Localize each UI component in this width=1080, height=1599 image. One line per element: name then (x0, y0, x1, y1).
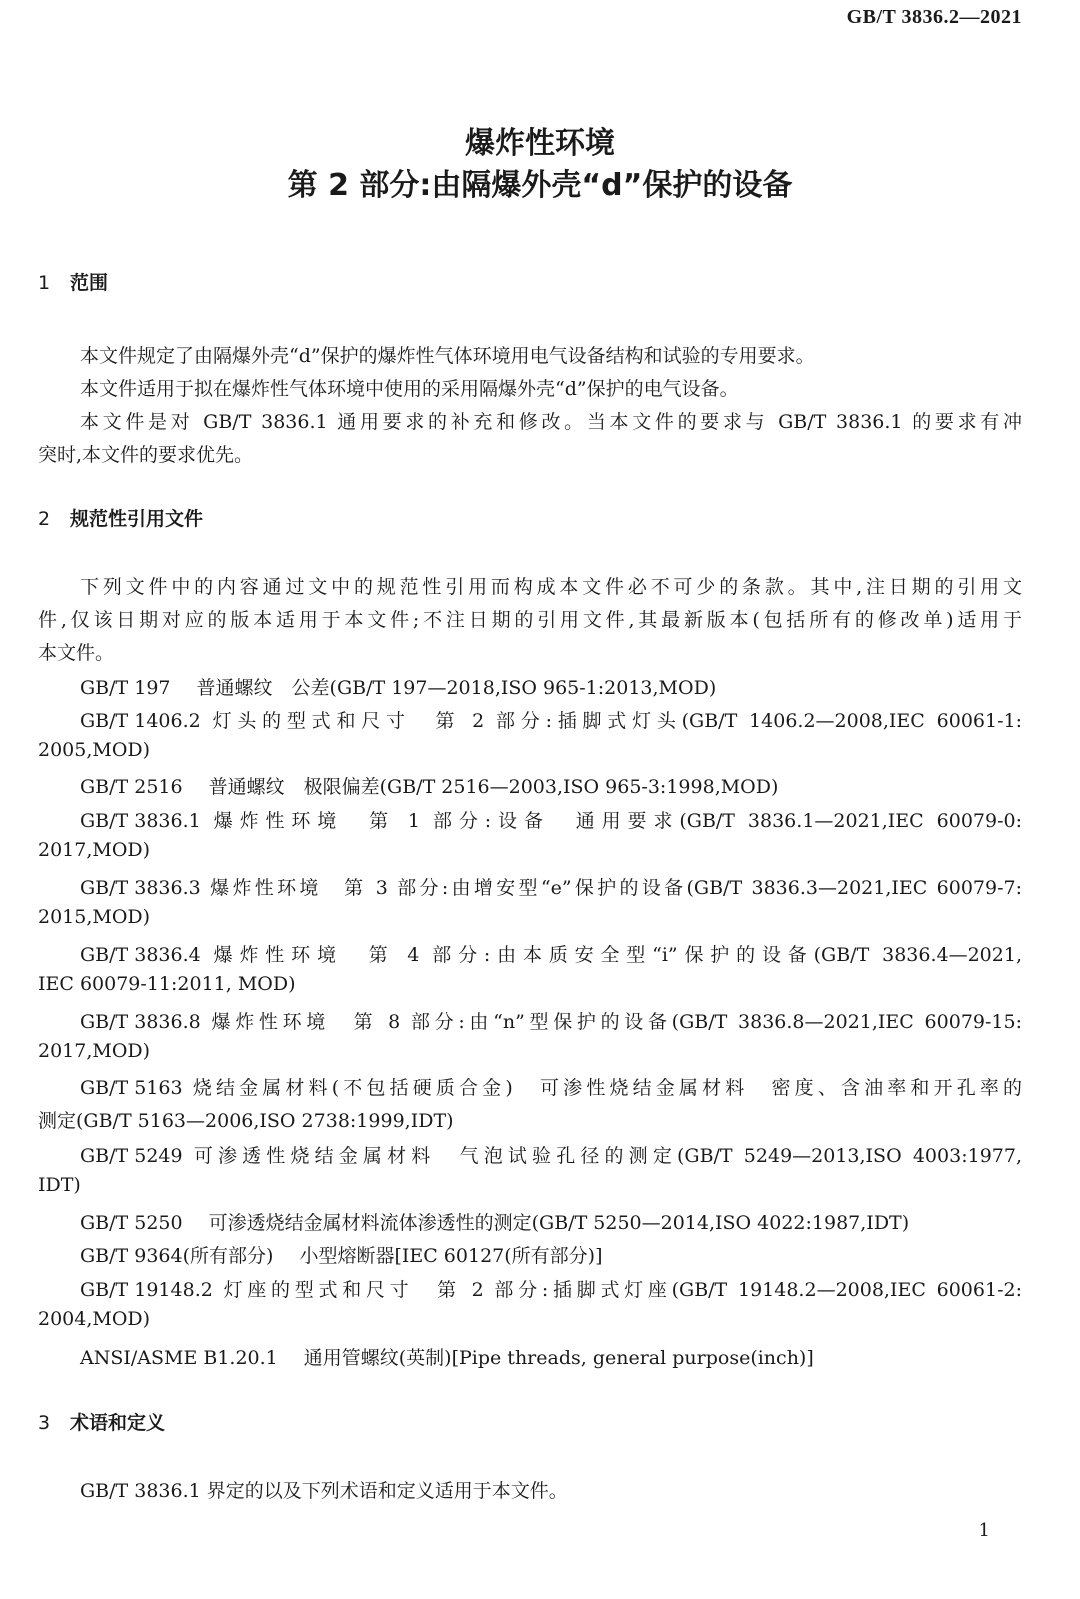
reference-entry (80, 806, 1022, 833)
reference-entry (80, 772, 1022, 799)
reference-entry (80, 1241, 1022, 1268)
reference-continuation: 2017,MOD) (38, 1040, 151, 1062)
reference-code: GB/T 5249 (80, 1145, 183, 1167)
reference-continuation: 2005,MOD) (38, 739, 151, 761)
reference-code: GB/T 3836.4 (80, 944, 201, 966)
paragraph: GB/T 3836.1 界定的以及下列术语和定义适用于本文件。 (80, 1480, 568, 1502)
section-1-heading (38, 268, 108, 295)
standard-number: GB/T 3836.2—2021 (846, 6, 1022, 28)
reference-title: 普通螺纹 极限偏差(GB/T 2516—2003,ISO 965-3:1998,MOD) (208, 776, 779, 798)
title-line-1: 爆炸性环境 (465, 126, 615, 161)
reference-title: 通用管螺纹(英制)[Pipe threads, general purpose(inch)] (303, 1347, 814, 1369)
reference-code: ANSI/ASME B1.20.1 (80, 1347, 278, 1369)
paragraph-continuation: 突时,本文件的要求优先。 (38, 444, 254, 466)
paragraph: 本文件是对 GB/T 3836.1 通用要求的补充和修改。当本文件的要求与 GB/T 3836.1 的要求有冲 (80, 411, 1022, 433)
reference-title: 小型熔断器[IEC 60127(所有部分)] (299, 1245, 603, 1267)
reference-continuation: 2004,MOD) (38, 1308, 151, 1330)
reference-entry (80, 1007, 1022, 1034)
reference-title: 普通螺纹 公差(GB/T 197—2018,ISO 965-1:2013,MOD) (196, 677, 717, 699)
reference-title: 爆炸性环境 第 4 部分:由本质安全型“i”保护的设备(GB/T 3836.4—2021, (213, 944, 1022, 966)
reference-continuation: 2017,MOD) (38, 839, 151, 861)
section-number: 1 (38, 272, 51, 294)
reference-title: 灯头的型式和尺寸 第 2 部分:插脚式灯头(GB/T 1406.2—2008,IEC 60061-1: (212, 710, 1023, 732)
reference-code: GB/T 1406.2 (80, 710, 201, 732)
section-number: 3 (38, 1412, 51, 1434)
reference-entry (80, 1208, 1022, 1235)
title-line-2: 第 2 部分:由隔爆外壳“d”保护的设备 (287, 168, 793, 203)
reference-title: 爆炸性环境 第 8 部分:由“n”型保护的设备(GB/T 3836.8—2021,IEC 60079-15: (211, 1011, 1023, 1033)
reference-code: GB/T 3836.1 (80, 810, 201, 832)
reference-continuation: 2015,MOD) (38, 906, 151, 928)
reference-title: 爆炸性环境 第 3 部分:由增安型“e”保护的设备(GB/T 3836.3—2021,IEC 60079-7: (210, 877, 1022, 899)
reference-title: 可渗透烧结金属材料流体渗透性的测定(GB/T 5250—2014,ISO 4022:1987,IDT) (208, 1212, 910, 1234)
reference-title: 可渗透性烧结金属材料 气泡试验孔径的测定(GB/T 5249—2013,ISO 4003:1977, (193, 1145, 1022, 1167)
paragraph: 本文件规定了由隔爆外壳“d”保护的爆炸性气体环境用电气设备结构和试验的专用要求。 (80, 345, 815, 367)
section-title: 范围 (70, 272, 109, 294)
reference-entry (80, 706, 1022, 733)
reference-code: GB/T 5250 (80, 1212, 183, 1234)
reference-code: GB/T 3836.8 (80, 1011, 201, 1033)
reference-title: 烧结金属材料(不包括硬质合金) 可渗性烧结金属材料 密度、含油率和开孔率的 (192, 1077, 1023, 1099)
section-3-heading (38, 1408, 165, 1435)
reference-entry (80, 1141, 1022, 1168)
reference-continuation: IDT) (38, 1174, 81, 1196)
reference-code: GB/T 5163 (80, 1077, 183, 1099)
section-title: 术语和定义 (70, 1412, 166, 1434)
reference-entry (80, 873, 1022, 900)
paragraph: 下列文件中的内容通过文中的规范性引用而构成本文件必不可少的条款。其中,注日期的引用文 (80, 576, 1022, 598)
paragraph-continuation: 件,仅该日期对应的版本适用于本文件;不注日期的引用文件,其最新版本(包括所有的修改单)适用于 (38, 609, 1022, 631)
reference-entry (80, 1275, 1022, 1302)
section-number: 2 (38, 508, 51, 530)
paragraph-continuation: 本文件。 (38, 642, 115, 664)
reference-entry (80, 1073, 1022, 1100)
reference-entry (80, 1343, 1022, 1370)
reference-code: GB/T 9364(所有部分) (80, 1245, 274, 1267)
reference-continuation: 测定(GB/T 5163—2006,ISO 2738:1999,IDT) (38, 1110, 454, 1132)
paragraph: 本文件适用于拟在爆炸性气体环境中使用的采用隔爆外壳“d”保护的电气设备。 (80, 378, 739, 400)
reference-code: GB/T 3836.3 (80, 877, 201, 899)
reference-code: GB/T 2516 (80, 776, 183, 798)
reference-entry (80, 940, 1022, 967)
reference-continuation: IEC 60079-11:2011, MOD) (38, 973, 296, 995)
section-2-heading (38, 504, 203, 531)
reference-entry (80, 673, 1022, 700)
reference-title: 灯座的型式和尺寸 第 2 部分:插脚式灯座(GB/T 19148.2—2008,IEC 60061-2: (223, 1279, 1022, 1301)
page-number: 1 (978, 1520, 990, 1541)
reference-code: GB/T 19148.2 (80, 1279, 213, 1301)
reference-title: 爆炸性环境 第 1 部分:设备 通用要求(GB/T 3836.1—2021,IEC 60079-0: (213, 810, 1022, 832)
section-title: 规范性引用文件 (70, 508, 204, 530)
reference-code: GB/T 197 (80, 677, 171, 699)
